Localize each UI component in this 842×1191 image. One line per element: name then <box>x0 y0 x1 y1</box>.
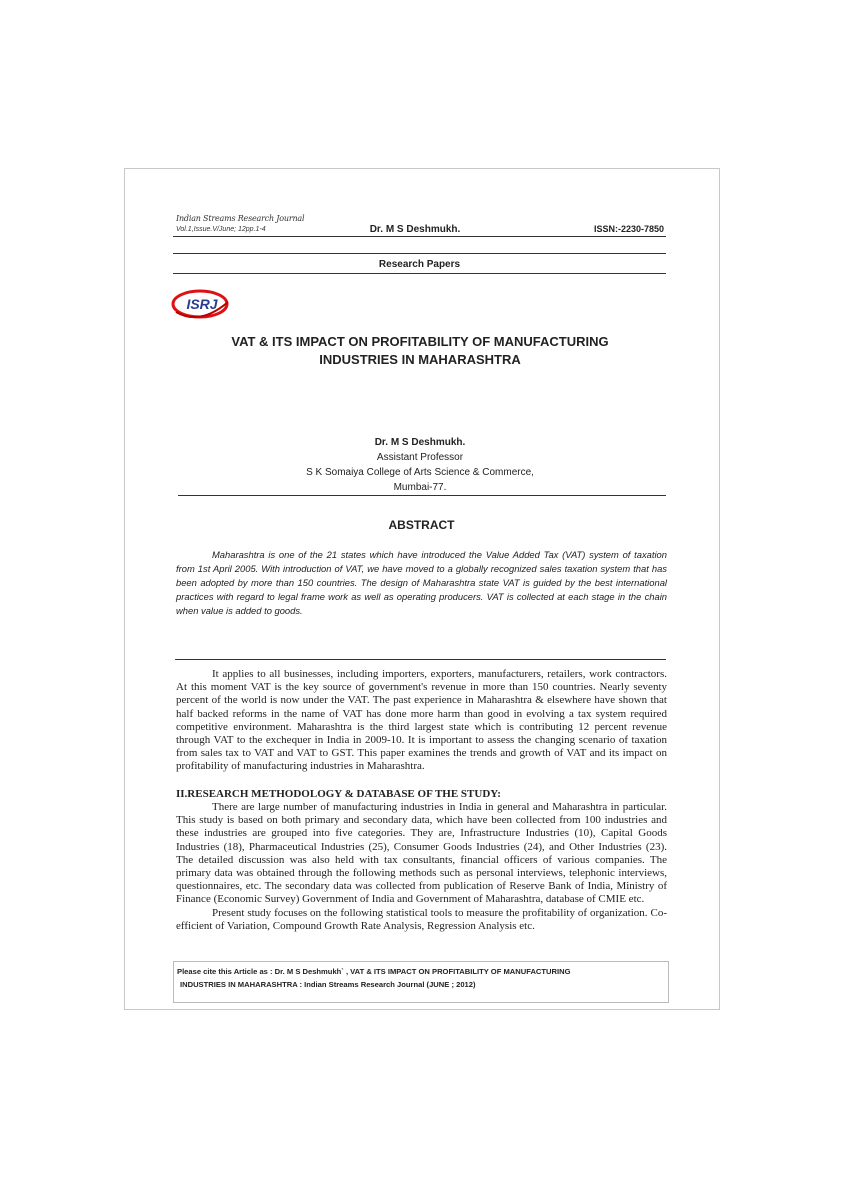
journal-logo <box>170 282 234 322</box>
methodology-body <box>176 801 667 933</box>
section-heading: II.RESEARCH METHODOLOGY & DATABASE OF THE STUDY: <box>176 788 501 800</box>
header-rule-2 <box>173 253 666 254</box>
section-rule <box>173 273 666 274</box>
journal-volume: Vol.1,Issue.V/June; 12pp.1-4 <box>176 226 266 233</box>
methodology-paragraph-2: Present study focuses on the following statistical tools to measure the profitability of organization. Co-efficient of Variation, Compound Growth Rate Analysis, Regression Analysis etc. <box>176 906 667 932</box>
citation-box <box>173 961 669 1003</box>
section-label: Research Papers <box>378 259 461 270</box>
author-rule <box>178 495 666 496</box>
author-name: Dr. M S Deshmukh. <box>374 437 466 448</box>
abstract-heading: ABSTRACT <box>388 518 455 532</box>
paper-title <box>180 333 660 369</box>
author-position: Assistant Professor <box>376 452 464 463</box>
citation-line-1: Please cite this Article as : Dr. M S Deshmukh` , VAT & ITS IMPACT ON PROFITABILITY OF MANUFACTURING <box>177 967 571 976</box>
title-line-2: INDUSTRIES IN MAHARASHTRA <box>319 352 521 367</box>
author-block <box>230 435 610 495</box>
author-college: S K Somaiya College of Arts Science & Commerce, <box>306 467 534 478</box>
issn: ISSN:-2230-7850 <box>593 224 664 234</box>
intro-text: It applies to all businesses, including importers, exporters, manufacturers, retailers, work contractors. At this moment VAT is the key source of government's revenue in more than 150 countries. Nearly seventy percent of the world is now under the VAT. The past experience in Maharashtra & elsewhere have shown that half backed reforms in the name of VAT has done more harm than good in evolving a tax system required competitive environment. Maharashtra is the third largest state which is contributing 12 percent revenue through VAT to the exchequer in India in 2009-10. It is important to assess the changing scenario of taxation from sales tax to VAT and VAT to GST. This paper examines the trends and growth of VAT and its impact on profitability of manufacturing industries in Maharashtra. <box>176 668 667 773</box>
abstract-text: Maharashtra is one of the 21 states which have introduced the Value Added Tax (VAT) system of taxation from 1st April 2005. With introduction of VAT, we have moved to a globally recognized sales taxation system that has been adopted by more than 150 countries. The design of Maharashtra state VAT is guided by the best international practices with regard to legal frame work as well as operating producers. VAT is collected at each stage in the chain when value is added to goods. <box>176 549 667 616</box>
logo-text: ISRJ <box>186 296 218 312</box>
abstract-rule <box>175 659 666 660</box>
methodology-paragraph-1: There are large number of manufacturing industries in India in general and Maharashtra in particular. This study is based on both primary and secondary data, which have been collected from 100 industries and these industries are grouped into five categories. They are, Infrastructure Industries (10), Capital Goods Industries (18), Pharmaceutical Industries (25), Consumer Goods Industries (24), and Other Industries (23). The detailed discussion was also held with tax consultants, financial officers of various companies. The primary data was obtained through the following methods such as personal interviews, telephonic interviews, questionnaires, etc. The secondary data was collected from publication of Reserve Bank of India, Ministry of Finance (Economic Survey) Government of India and Government of Maharashtra, database of CMIE etc. <box>176 801 667 906</box>
citation-line-2: INDUSTRIES IN MAHARASHTRA : Indian Streams Research Journal (JUNE ; 2012) <box>180 980 476 989</box>
intro-paragraph <box>176 668 667 774</box>
header-rule <box>173 236 666 237</box>
title-line-1: VAT & ITS IMPACT ON PROFITABILITY OF MANUFACTURING <box>231 334 609 349</box>
author-city: Mumbai-77. <box>393 482 447 493</box>
journal-name: Indian Streams Research Journal <box>176 214 305 223</box>
header-author: Dr. M S Deshmukh. <box>369 224 461 235</box>
